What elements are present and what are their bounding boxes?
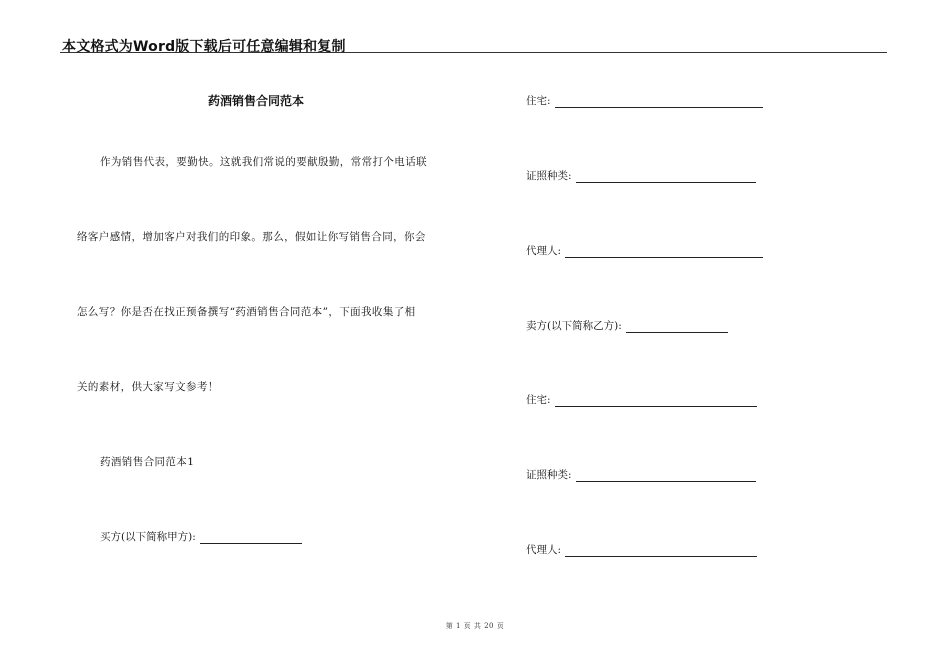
page-number: 第 1 页 共 20 页 [445, 622, 505, 630]
field-blank[interactable] [576, 171, 756, 183]
field-agent-2 [526, 542, 757, 557]
field-blank[interactable] [565, 246, 763, 258]
field-residence-1 [526, 93, 763, 108]
header-divider [60, 52, 887, 53]
buyer-blank[interactable] [200, 532, 302, 544]
field-label: 代理人: [526, 544, 562, 556]
paragraph-line-1: 作为销售代表，要勤快。这就我们常说的要献殷勤，常常打个电话联 [100, 156, 427, 168]
field-blank[interactable] [565, 545, 757, 557]
field-blank[interactable] [626, 321, 728, 333]
buyer-field [100, 529, 302, 544]
field-id-type-2 [526, 467, 756, 482]
field-blank[interactable] [576, 470, 756, 482]
buyer-label: 买方(以下简称甲方): [100, 531, 196, 543]
document-title: 药酒销售合同范本 [208, 94, 305, 108]
paragraph-line-3: 怎么写？你是否在找正预备撰写“药酒销售合同范本”，下面我收集了相 [77, 306, 416, 318]
field-blank[interactable] [555, 96, 763, 108]
paragraph-line-2: 络客户感情，增加客户对我们的印象。那么，假如让你写销售合同，你会 [77, 231, 426, 243]
field-label: 证照种类: [526, 170, 572, 182]
header-banner: 本文格式为Word版下载后可任意编辑和复制 [62, 39, 346, 55]
field-label: 住宅: [526, 394, 551, 406]
field-id-type-1 [526, 168, 756, 183]
paragraph-line-4: 关的素材，供大家写文参考！ [77, 381, 219, 393]
field-seller [526, 318, 728, 333]
field-residence-2 [526, 392, 757, 407]
field-blank[interactable] [555, 395, 757, 407]
field-label: 住宅: [526, 95, 551, 107]
field-label: 证照种类: [526, 469, 572, 481]
field-agent-1 [526, 243, 763, 258]
field-label: 代理人: [526, 245, 562, 257]
field-label: 卖方(以下简称乙方): [526, 320, 622, 332]
section-heading: 药酒销售合同范本1 [100, 456, 195, 468]
